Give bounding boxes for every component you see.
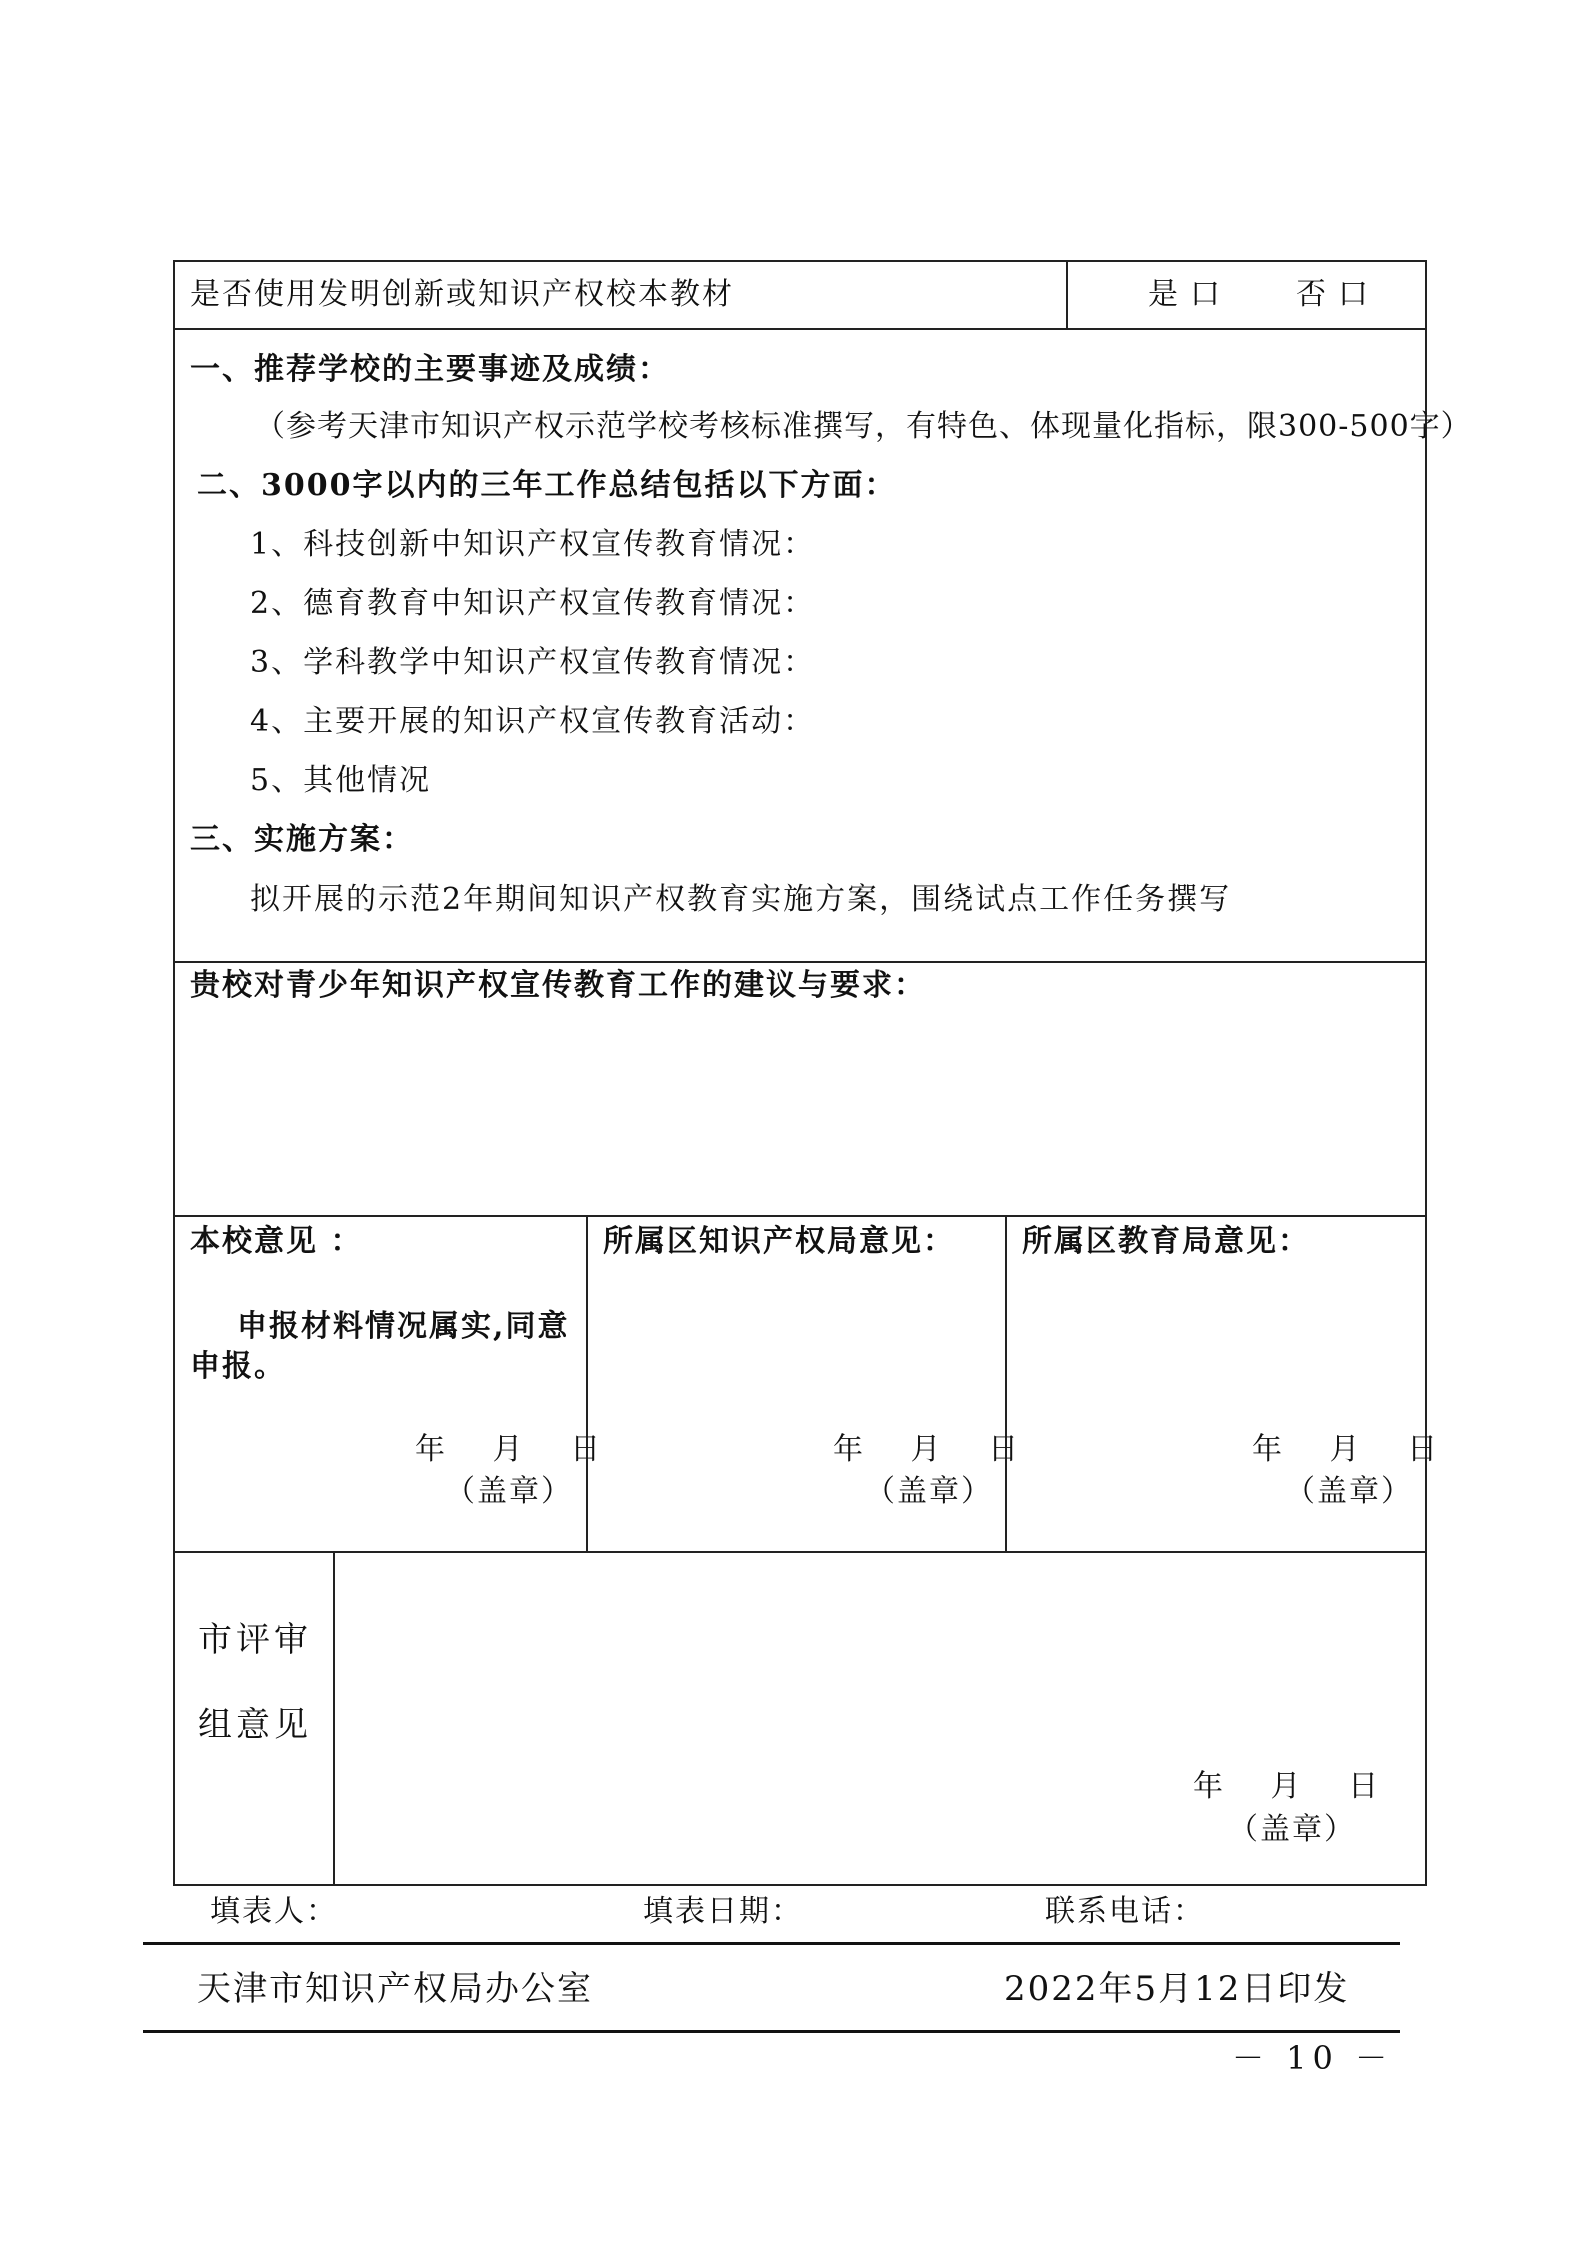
school-opinion-body-2: 申报。 <box>190 1349 286 1384</box>
section-2-item-2: 2、德育教育中知识产权宣传教育情况： <box>250 586 816 621</box>
city-review-date: 年 月 日 <box>1193 1769 1381 1804</box>
page-number: － 10 － <box>1232 2039 1394 2077</box>
opinions-divider-2 <box>1005 1217 1007 1551</box>
opinions-row <box>173 1215 1427 1553</box>
section-1-note: （参考天津市知识产权示范学校考核标准撰写，有特色、体现量化指标，限300-500字） <box>255 409 1472 444</box>
colophon-bottom-rule <box>143 2030 1400 2033</box>
phone-label: 联系电话： <box>1045 1894 1205 1929</box>
edu-bureau-opinion-seal: （盖章） <box>1285 1474 1413 1509</box>
city-review-label-2: 组意见 <box>198 1705 312 1745</box>
section-3-heading: 三、实施方案： <box>190 822 414 857</box>
ip-bureau-opinion-seal: （盖章） <box>865 1474 993 1509</box>
edu-bureau-opinion-title: 所属区教育局意见： <box>1022 1224 1310 1259</box>
colophon-issuer: 天津市知识产权局办公室 <box>197 1969 593 2009</box>
city-review-label-1: 市评审 <box>198 1620 312 1660</box>
colophon-top-rule <box>143 1942 1400 1945</box>
textbook-row-divider <box>1066 260 1068 330</box>
school-opinion-title: 本校意见 ： <box>190 1224 363 1259</box>
section-2-item-4: 4、主要开展的知识产权宣传教育活动： <box>250 704 816 739</box>
ip-bureau-opinion-date: 年 月 日 <box>833 1432 1021 1467</box>
filler-label: 填表人： <box>210 1894 338 1929</box>
section-3-note: 拟开展的示范2年期间知识产权教育实施方案，围绕试点工作任务撰写 <box>250 882 1232 917</box>
opinions-divider-1 <box>586 1217 588 1551</box>
city-review-divider <box>333 1553 335 1884</box>
section-2-heading: 二、3000字以内的三年工作总结包括以下方面： <box>197 468 897 503</box>
fill-date-label: 填表日期： <box>643 1894 803 1929</box>
section-2-item-3: 3、学科教学中知识产权宣传教育情况： <box>250 645 816 680</box>
school-opinion-body-1: 申报材料情况属实,同意 <box>237 1309 570 1344</box>
edu-bureau-opinion-date: 年 月 日 <box>1252 1432 1440 1467</box>
textbook-yes-option[interactable]: 是口 <box>1148 277 1232 312</box>
city-review-seal: （盖章） <box>1228 1812 1356 1847</box>
textbook-question: 是否使用发明创新或知识产权校本教材 <box>190 277 734 312</box>
school-opinion-date: 年 月 日 <box>415 1432 603 1467</box>
section-1-heading: 一、推荐学校的主要事迹及成绩： <box>190 352 670 387</box>
textbook-no-option[interactable]: 否口 <box>1296 277 1380 312</box>
section-2-item-1: 1、科技创新中知识产权宣传教育情况： <box>250 527 816 562</box>
suggestion-label: 贵校对青少年知识产权宣传教育工作的建议与要求： <box>190 968 926 1003</box>
section-2-item-5: 5、其他情况 <box>250 763 432 798</box>
ip-bureau-opinion-title: 所属区知识产权局意见： <box>603 1224 955 1259</box>
colophon-issue-date: 2022年5月12日印发 <box>1004 1969 1350 2009</box>
school-opinion-seal: （盖章） <box>445 1474 573 1509</box>
